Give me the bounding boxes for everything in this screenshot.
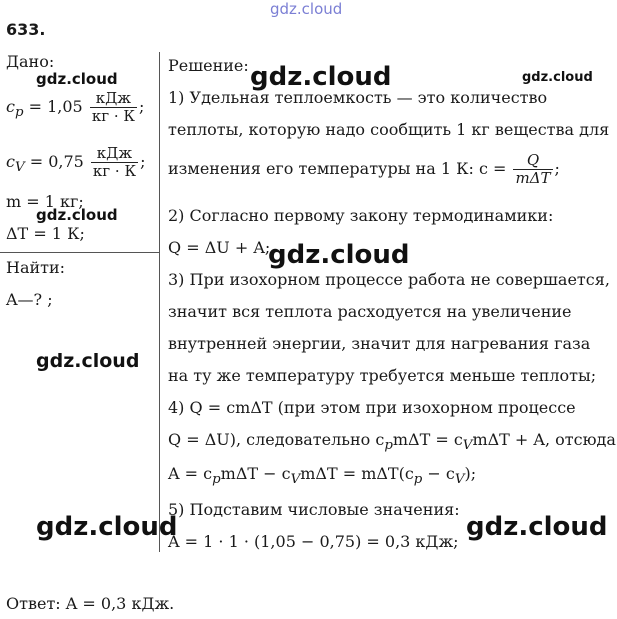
solution-line: 4) Q = cmΔT (при этом при изохорном процессе (168, 398, 576, 417)
solution-line: теплоты, которую надо сообщить 1 кг вещества для (168, 120, 610, 139)
solution-formula: Q = ΔU + A; (168, 238, 271, 257)
given-cv: $c_V = 0,75$ $\frac{\text{кДж}}{кг \cdot К}$ ; (6, 144, 146, 180)
answer: Ответ: A = 0,3 кДж. (6, 594, 175, 613)
watermark-top: gdz.cloud (270, 0, 343, 18)
given-header: Дано: (6, 52, 55, 71)
solution-line: внутренней энергии, значит для нагревания газа (168, 334, 591, 353)
watermark-small: gdz.cloud (522, 70, 593, 85)
watermark-medium: gdz.cloud (36, 350, 140, 372)
solution-result: A = 1 · 1 · (1,05 − 0,75) = 0,3 кДж; (168, 532, 459, 551)
solution-header: Решение: (168, 56, 249, 75)
solution-line: на ту же температуру требуется меньше теплоты; (168, 366, 597, 385)
solution-line: изменения его температуры на 1 К: c = $\frac{Q}{\text{mΔT}}$ ; (168, 151, 560, 187)
given-cp: $c_p = 1,05$ $\frac{\text{кДж}}{кг \cdot К}$ ; (6, 89, 145, 125)
watermark-large: gdz.cloud (36, 512, 178, 542)
divider-horizontal (0, 252, 160, 253)
solution-line: 3) При изохорном процессе работа не совершается, (168, 270, 610, 289)
given-delta-t: ΔT = 1 К; (6, 224, 85, 243)
solution-formula: $A = c_pm\Delta T - c_Vm\Delta T = m\Delta T(c_p - c_V)$; (168, 464, 477, 488)
watermark-large: gdz.cloud (250, 62, 392, 92)
solution-line: 5) Подставим числовые значения: (168, 500, 460, 519)
watermark-small: gdz.cloud (36, 206, 118, 224)
watermark-small: gdz.cloud (36, 70, 118, 88)
solution-line: Q = ΔU), следовательно $c_pm\Delta T = c_Vm\Delta T + A$, отсюда (168, 430, 616, 454)
solution-line: 1) Удельная теплоемкость — это количество (168, 88, 548, 107)
find-header: Найти: (6, 258, 66, 277)
divider-vertical (159, 52, 160, 552)
given-mass: m = 1 кг; (6, 192, 84, 211)
solution-line: значит вся теплота расходуется на увеличение (168, 302, 572, 321)
problem-number: 633. (6, 20, 46, 39)
watermark-large: gdz.cloud (268, 240, 410, 270)
solution-line: 2) Согласно первому закону термодинамики: (168, 206, 554, 225)
watermark-large: gdz.cloud (466, 512, 608, 542)
find-item: A—? ; (6, 290, 53, 309)
